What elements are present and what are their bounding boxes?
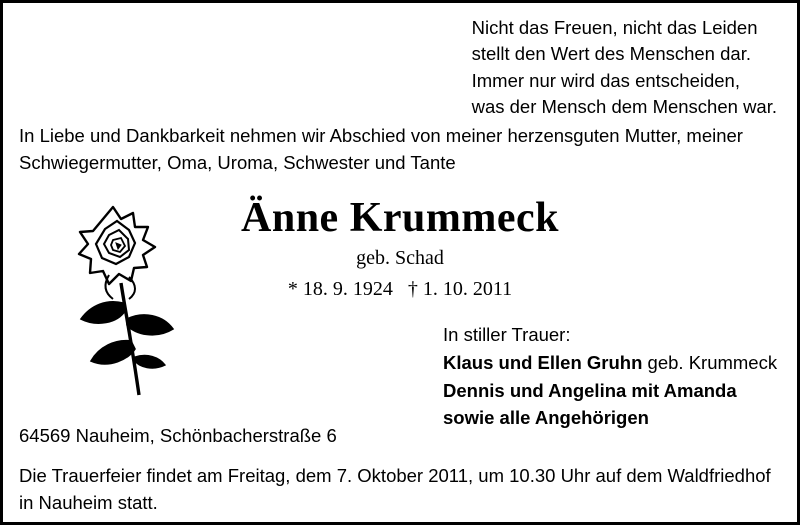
ceremony-line-1: Die Trauerfeier findet am Freitag, dem 7. Oktober 2011, um 10.30 Uhr auf dem Waldfriedhof xyxy=(19,465,771,486)
mourners-line-3: sowie alle Angehörigen xyxy=(443,407,649,429)
poem-line-1: Nicht das Freuen, nicht das Leiden xyxy=(471,17,758,38)
rose-illustration-icon xyxy=(47,199,187,399)
mourners-line-2: Dennis und Angelina mit Amanda xyxy=(443,379,737,401)
ceremony-details xyxy=(19,463,781,517)
intro-text: In Liebe und Dankbarkeit nehmen wir Abschied von meiner herzensguten Mutter, meiner Schwiegermutter, Oma, Uroma, Schwester und Tante xyxy=(19,125,743,173)
mourners-line-1-regular: geb. Krummeck xyxy=(642,351,778,373)
deceased-name: Änne Krummeck xyxy=(241,195,559,241)
poem-line-2: stellt den Wert des Menschen dar. xyxy=(471,43,751,65)
address-line: 64569 Nauheim, Schönbacherstraße 6 xyxy=(19,425,337,446)
poem-line-4: was der Mensch dem Menschen war. xyxy=(471,95,777,117)
poem-verse xyxy=(472,15,777,120)
ceremony-line-2: in Nauheim statt. xyxy=(19,491,158,513)
mourners-block xyxy=(443,321,777,432)
poem-line-3: Immer nur wird das entscheiden, xyxy=(471,69,740,91)
mourners-line-1 xyxy=(443,349,777,377)
mourners-heading: In stiller Trauer: xyxy=(443,324,571,345)
deceased-maiden-name: geb. Schad xyxy=(356,247,444,270)
deceased-dates: * 18. 9. 1924 † 1. 10. 2011 xyxy=(287,278,513,301)
mourners-line-1-bold: Klaus und Ellen Gruhn xyxy=(443,351,643,373)
